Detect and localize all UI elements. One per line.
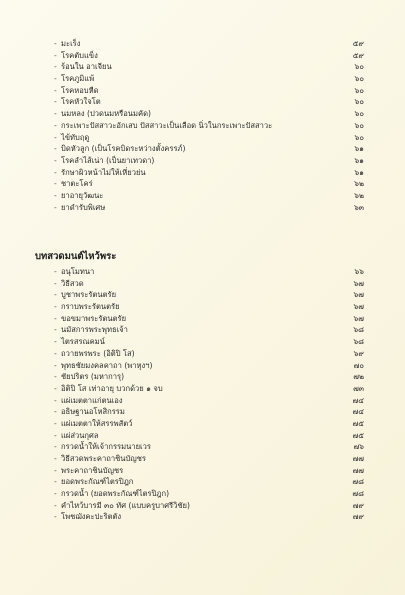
toc-list-chants xyxy=(54,266,364,523)
toc-entry-title: - นมหลง (ปวดนมหรือนมคัด) xyxy=(54,108,151,120)
toc-entry xyxy=(54,383,364,395)
toc-entry-page-number: ๗๔ xyxy=(352,407,364,417)
toc-entry-title: - ร้อนใน อาเจียน xyxy=(54,61,112,73)
toc-entry-page-number: ๖๓ xyxy=(353,202,364,212)
toc-entry-title: - แผ่เมตตาแก่ตนเอง xyxy=(54,395,123,407)
toc-entry-page-number: ๗๒ xyxy=(353,372,364,382)
toc-entry-page-number: ๖๘ xyxy=(353,337,364,347)
toc-entry-page-number: ๗๓ xyxy=(353,383,364,393)
toc-entry-title: - ถวายพรพระ (อิติปิ โส) xyxy=(54,348,135,360)
toc-entry-title: - บิดหัวลูก (เป็นโรคบิดระหว่างตั้งครรภ์) xyxy=(54,143,186,155)
toc-entry-page-number: ๖๐ xyxy=(354,109,364,119)
toc-entry-title: - ไข้ทับฤดู xyxy=(54,132,89,144)
toc-entry xyxy=(54,360,364,372)
toc-entry xyxy=(54,38,364,50)
toc-entry xyxy=(54,395,364,407)
toc-entry-page-number: ๖๗ xyxy=(353,290,364,300)
toc-entry xyxy=(54,178,364,190)
toc-entry xyxy=(54,50,364,62)
toc-entry-page-number: ๗๔ xyxy=(352,395,364,405)
toc-entry-page-number: ๖๑ xyxy=(354,144,364,154)
toc-entry-page-number: ๖๗ xyxy=(353,278,364,288)
toc-entry-page-number: ๖๐ xyxy=(354,74,364,84)
toc-entry-title: - ขอขมาพระรัตนตรัย xyxy=(54,313,126,325)
toc-entry-title: - โพชฌังคะปะริตตัง xyxy=(54,511,121,523)
toc-entry-page-number: ๖๐ xyxy=(354,62,364,72)
toc-entry-title: - รักษาผิวหน้าไม่ให้เหี่ยวย่น xyxy=(54,167,146,179)
toc-entry xyxy=(54,73,364,85)
toc-entry xyxy=(54,336,364,348)
toc-entry-title: - โรคภูมิแพ้ xyxy=(54,73,94,85)
toc-entry-page-number: ๗๗ xyxy=(352,454,364,463)
toc-entry xyxy=(54,406,364,418)
toc-entry-page-number: ๖๖ xyxy=(354,267,364,276)
toc-entry-page-number: ๖๐ xyxy=(354,120,364,130)
toc-entry xyxy=(54,120,364,132)
toc-entry-page-number: ๖๑ xyxy=(354,167,364,177)
toc-entry-page-number: ๗๙ xyxy=(352,500,364,510)
toc-entry-page-number: ๗๖ xyxy=(353,442,364,452)
toc-entry-page-number: ๖๘ xyxy=(353,325,364,335)
toc-entry-page-number: ๕๙ xyxy=(352,50,364,60)
toc-entry-title: - อธิษฐานอโหสิกรรม xyxy=(54,406,125,418)
toc-entry xyxy=(54,430,364,442)
toc-entry xyxy=(54,488,364,500)
toc-entry xyxy=(54,167,364,179)
toc-entry xyxy=(54,61,364,73)
toc-entry-page-number: ๕๙ xyxy=(352,39,364,48)
toc-entry-title: - บูชาพระรัตนตรัย xyxy=(54,289,116,301)
toc-entry-page-number: ๗๐ xyxy=(353,360,364,370)
toc-entry-title: - ชัยปริตร (มหาการุ) xyxy=(54,371,124,383)
toc-entry-title: - ยอดพระกัณฑ์ไตรปิฎก xyxy=(54,476,133,488)
toc-entry-page-number: ๖๗ xyxy=(353,302,364,312)
toc-entry-page-number: ๖๗ xyxy=(353,313,364,323)
toc-entry-page-number: ๗๕ xyxy=(352,418,364,428)
toc-entry xyxy=(54,132,364,144)
toc-entry xyxy=(54,155,364,167)
toc-entry xyxy=(54,301,364,313)
toc-entry-title: - พุทธชัยมงคลคาถา (พาหุงฯ) xyxy=(54,360,153,372)
toc-entry-title: - โรคหัวใจโต xyxy=(54,96,101,108)
toc-entry-title: - กรวดน้ำให้เจ้ากรรมนายเวร xyxy=(54,441,151,453)
toc-entry xyxy=(54,511,364,523)
toc-entry-title: - อนุโมทนา xyxy=(54,266,94,278)
toc-entry-title: - อิติปิ โส เท่าอายุ บวกด้วย ๑ จบ xyxy=(54,383,163,395)
toc-entry-page-number: ๖๙ xyxy=(353,348,364,358)
toc-entry-title: - กราบพระรัตนตรัย xyxy=(54,301,120,313)
toc-entry xyxy=(54,266,364,278)
toc-entry xyxy=(54,453,364,465)
toc-entry-title: - ยาดำรับพิเศษ xyxy=(54,202,105,214)
toc-entry xyxy=(54,289,364,301)
toc-entry-title: - ไตรสรณคมน์ xyxy=(54,336,105,348)
toc-entry-title: - โรคหอบหืด xyxy=(54,85,99,97)
toc-entry xyxy=(54,371,364,383)
toc-entry xyxy=(54,108,364,120)
toc-entry-page-number: ๗๘ xyxy=(352,477,364,487)
toc-entry xyxy=(54,324,364,336)
toc-entry xyxy=(54,465,364,477)
toc-entry-title: - มะเร็ง xyxy=(54,38,80,50)
toc-entry-title: - กระเพาะปัสสาวะอักเสบ ปัสสาวะเป็นเลือด นิ่วในกระเพาะปัสสาวะ xyxy=(54,120,272,132)
toc-entry xyxy=(54,278,364,290)
toc-entry xyxy=(54,190,364,202)
toc-entry-page-number: ๖๐ xyxy=(354,132,364,142)
toc-entry-title: - วิธีสวดพระคาถาชินบัญชร xyxy=(54,453,146,465)
toc-entry-page-number: ๖๑ xyxy=(354,155,364,165)
toc-entry-title: - โรคตับแข็ง xyxy=(54,50,98,62)
toc-entry-title: - วิธีสวด xyxy=(54,278,84,290)
toc-entry-page-number: ๗๗ xyxy=(352,465,364,475)
toc-entry-page-number: ๖๒ xyxy=(354,179,364,189)
section-heading: บทสวดมนต์ไหว้พระ xyxy=(35,251,117,262)
toc-entry xyxy=(54,313,364,325)
toc-entry-title: - แผ่เมตตาให้สรรพสัตว์ xyxy=(54,418,132,430)
toc-entry-title: - ยาอายุวัฒนะ xyxy=(54,190,103,202)
toc-entry-page-number: ๗๘ xyxy=(352,489,364,499)
toc-entry xyxy=(54,500,364,512)
toc-entry xyxy=(54,441,364,453)
toc-entry xyxy=(54,418,364,430)
toc-entry-title: - พระคาถาชินบัญชร xyxy=(54,465,123,477)
toc-entry xyxy=(54,143,364,155)
toc-entry xyxy=(54,85,364,97)
toc-entry-page-number: ๗๕ xyxy=(352,430,364,440)
toc-entry xyxy=(54,476,364,488)
toc-entry-title: - แผ่ส่วนกุศล xyxy=(54,430,99,442)
toc-entry-title: - ชาตะโคร่ xyxy=(54,178,93,190)
toc-entry-title: - กรวดน้ำ (ยอดพระกัณฑ์ไตรปิฎก) xyxy=(54,488,169,500)
toc-entry-page-number: ๗๙ xyxy=(352,512,364,522)
toc-entry-page-number: ๖๐ xyxy=(354,85,364,95)
toc-entry-page-number: ๖๐ xyxy=(354,97,364,107)
toc-entry xyxy=(54,96,364,108)
toc-list-remedies xyxy=(54,38,364,213)
toc-entry-title: - นมัสการพระพุทธเจ้า xyxy=(54,324,128,336)
toc-entry xyxy=(54,348,364,360)
toc-entry xyxy=(54,202,364,214)
toc-entry-title: - คำไหว้บารมี ๓๐ ทัศ (แบบครูบาศรีวิชัย) xyxy=(54,500,190,512)
toc-entry-title: - โรคลำไส้เน่า (เป็นยาเทวดา) xyxy=(54,155,154,167)
toc-entry-page-number: ๖๒ xyxy=(354,190,364,200)
